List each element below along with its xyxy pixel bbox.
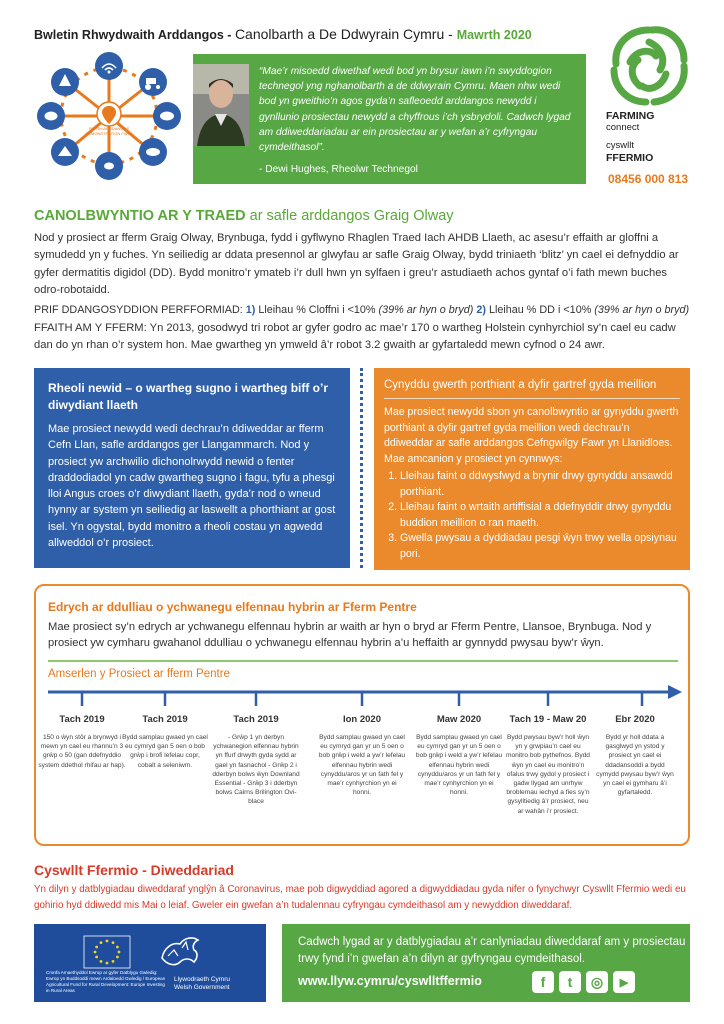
title-part-network: Bwletin Rhwydwaith Arddangos - (34, 28, 235, 42)
website-link[interactable]: www.llyw.cymru/cyswlltffermio (298, 974, 482, 988)
orange-box-title: Cynyddu gwerth porthiant a dyfir gartref gyda meillion (384, 379, 657, 391)
wg-line1: Llywodraeth Cymru (174, 976, 230, 983)
kpi-1-note: (39% ar hyn o bryd) (378, 304, 474, 316)
demo-farm-hub-graphic (34, 50, 184, 182)
timeline-desc: Bydd pwysau byw’r holl ŵyn yn y grwpiau’n cael eu monitro bob pythefnos. Bydd ŵyn yn cael eu monitro’n ofalus trwy gydol y prosiect i gadw llygad am unrhyw broblemau iechyd a fies sy’n gysylltiedig â’r prosiect, neu ar wahân i’r prosiect. (506, 734, 590, 815)
timeline-step (212, 714, 300, 807)
timeline-date: Ion 2020 (342, 714, 382, 725)
kpi-1: Lleihau % Cloffni i <10% (255, 304, 379, 316)
dotted-divider (360, 368, 364, 568)
kpi-2: Lleihau % DD i <10% (485, 304, 595, 316)
eafrd-text: Cronfa Amaethyddol Ewrop ar gyfer Datblygu Gwledig: Ewrop yn Buddsoddi mewn Ardaloedd Gwledig / European Agricultural Fund for Rural Development: Europe Investing in Rural Areas (46, 970, 166, 993)
kpi-1-number: 1) (245, 304, 256, 316)
timeline-date: Tach 19 - Maw 20 (509, 714, 587, 725)
kpi-label: PRIF DDANGOSYDDION PERFFORMIAD: (34, 304, 246, 316)
section-feet-title-bold: CANOLBWYNTIO AR Y TRAED (34, 208, 246, 224)
timeline-date: Tach 2019 (142, 714, 188, 725)
orange-box-rule (384, 398, 680, 399)
timeline-arrow (44, 682, 684, 712)
farming-connect-logo (604, 22, 694, 112)
brand-line4: FFERMIO (606, 152, 654, 164)
hub-label-bottom: DEMONSTRATION FARM (85, 131, 133, 136)
timeline-step (121, 714, 209, 770)
timeline-step (596, 714, 674, 797)
bulletin-title (34, 26, 532, 42)
wg-line2: Welsh Government (174, 984, 230, 991)
brand-line3: cyswllt (606, 140, 634, 151)
blue-box-body: Mae prosiect newydd wedi dechrau’n ddiweddar ar fferm Cefn Llan, safle arddangos ger Llangammarch. Nod y prosiect yw archwilio dichonolrwydd newid o fenter draddodiadol yn cadw gwartheg sugno i fagu, tyfu a phesgi lloi Angus croes o’r diwydiant llaeth, gyda’r nod o wneud hynny ar system yn seiliedig ar laswellt a phorthiant ar gost isel. Yn ogystal, bydd monitro a rheoli costau yn agwedd allweddol o’r prosiect. (48, 423, 336, 550)
pentre-title: Edrych ar ddulliau o ychwanegu elfennau hybrin ar Fferm Pentre (48, 600, 417, 614)
timeline-desc: 150 o ŵyn stôr a brynwyd i mewn yn cael eu rhannu’n 3 grŵp o 50 (gan ddefnyddio system ddethol rhifau ar hap). (38, 734, 126, 769)
kpi-2-note: (39% ar hyn o bryd) (594, 304, 690, 316)
follow-us-box (282, 924, 690, 1002)
pentre-body: Mae prosiect sy’n edrych ar ychwanegu elfennau hybrin ar waith ar hyn o bryd ar Fferm Pentre, Llansoe, Brynbuga. Nod y prosiect yw cymharu gwahanol ddulliau o ychwanegu elfennau hybrin a’u heffaith ar gynnydd pwysau byw’r ŵyn. (48, 621, 652, 649)
timeline-desc: Bydd samplau gwaed yn cael eu cymryd gan yr un 5 oen o bob grŵp i weld a yw’r lefelau elfennau hybrin wedi cynyddu/aros yr un fath fel y mae’r cynhyrchion yn ei honni. (415, 734, 503, 797)
clover-forage-box (374, 368, 690, 570)
quote-author: - Dewi Hughes, Rheolwr Technegol (259, 164, 418, 175)
timeline-step (504, 714, 592, 816)
facebook-icon[interactable]: f (532, 971, 554, 993)
timeline-step (415, 714, 503, 797)
phone-number: 08456 000 813 (608, 172, 689, 186)
timeline-step (38, 714, 126, 770)
title-part-date: Mawrth 2020 (456, 28, 532, 42)
objective-item: 3. Gwella pwysau a dyddiadau pesgi ŵyn trwy wella opsiynau pori. (400, 531, 680, 562)
blue-box-title: Rheoli newid – o wartheg sugno i wartheg biff o’r diwydiant llaeth (48, 381, 329, 412)
timeline-date: Ebr 2020 (615, 714, 655, 725)
kpi-2-number: 2) (473, 304, 486, 316)
timeline-desc: Bydd samplau gwaed yn cael eu cymryd gan 5 oen o bob grŵp i brofi lefelau copr, cobalt a seleniwm. (122, 734, 208, 769)
quote-text: “Mae’r misoedd diwethaf wedi bod yn brysur iawn i’n swyddogion technegol yng nghanolbarth a de ddwyrain Cymru. Maen nhw wedi bod yn gweithio’n agos gyda’n safleoedd arddangos newydd i gynllunio prosiectau newydd a chyffrous i’ch ysbrydoli. Cadwch lygad am ddiweddariadau ar ein prosiectau ar y wefan a’r cyfryngau cymdeithasol”. (259, 66, 571, 154)
brand-line2: connect (606, 122, 640, 133)
kpi-line (34, 302, 690, 319)
timeline-step (318, 714, 406, 797)
update-title: Cyswllt Ffermio - Diweddariad (34, 862, 234, 878)
funding-logos-box (34, 924, 266, 1002)
section-feet-title-rest: ar safle arddangos Graig Olway (245, 208, 454, 224)
farm-fact (34, 320, 690, 355)
section-feet-intro: Nod y prosiect ar fferm Graig Olway, Brynbuga, fydd i gyflwyno Rhaglen Traed Iach AHDB Llaeth, ac asesu’r effaith ar gloffni a symudedd yn y fuches. Yn seiliedig ar ddata presennol ar glwyfau ar safle Graig Olway, bydd triniaeth ‘blitz’ yn cael ei defnyddio ar gyfer dermatitis digidol (DD). Bydd monitro’r ymateb i’r dull hwn yn sylfaen i greu’r astudiaeth achos gyntaf o’i fath mewn buches odro-robotaidd. (34, 232, 679, 296)
section-feet-title (34, 208, 454, 224)
objective-item: 1. Lleihau faint o ddwysfwyd a brynir drwy gynyddu ansawdd porthiant. (400, 469, 680, 500)
timeline-date: Maw 2020 (436, 714, 482, 725)
youtube-icon[interactable]: ▶ (613, 971, 635, 993)
timeline-desc: - Grŵp 1 yn derbyn ychwanegion elfennau hybrin yn ffurf drwyth gyda sydd ar gael yn fasnachol - Grŵp 2 i dderbyn bolws ŵyn Downland Essential - Grŵp 3 i dderbyn bolws Cairns Brilington Ovi-blace (212, 734, 300, 806)
farming-connect-wordmark (606, 110, 654, 164)
manager-quote-box (193, 54, 586, 184)
update-text: Yn dilyn y datblygiadau diweddaraf ynglŷn â Coronavirus, mae pob digwyddiad agored a digwyddiadau gyda nifer o fynychwyr Cyswllt Ffermio wedi eu gohirio hyd ddiwedd mis Mai o leiaf. Gweler ein gwefan a’n tudalennau cyfryngau cymdeithasol am y newyddion diweddaraf. (34, 884, 686, 911)
welsh-government-text (174, 976, 230, 992)
objectives-list (400, 469, 680, 562)
farm-fact-label: FFAITH AM Y FFERM: (34, 322, 150, 334)
orange-box-body: Mae prosiect newydd sbon yn canolbwyntio ar gynyddu gwerth porthiant a dyfir gartref gyda meillion wedi dechrau’n ddiweddar ar safle arddangos Cefngwilgy Fawr yn Llanidloes. Mae amcanion y prosiect yn cynnwys: (384, 406, 679, 465)
welsh-government-dragon-icon (154, 928, 204, 974)
timeline-date: Tach 2019 (233, 714, 279, 725)
timeline-desc: Bydd yr holl ddata a gasglwyd yn ystod y prosiect yn cael ei ddadansoddi a bydd cymydd pwysau byw’r ŵyn yn cael ei gymharu â’i gyfartaledd. (596, 734, 674, 797)
twitter-icon[interactable]: t (559, 971, 581, 993)
manager-photo (193, 64, 249, 146)
instagram-icon[interactable]: ◎ (586, 971, 608, 993)
cta-text: Cadwch lygad ar y datblygiadau a’r canlyniadau diweddaraf am y prosiectau trwy fynd i’n gwefan a’n dilyn ar gyfryngau cymdeithasol. (298, 936, 686, 965)
timeline-desc: Bydd samplau gwaed yn cael eu cymryd gan yr un 5 oen o bob grŵp i weld a yw’r lefelau elfennau hybrin wedi cynyddu/aros yr un fath fel y mae’r cynhyrchion yn ei honni. (318, 734, 406, 797)
timeline-title: Amserlen y Prosiect ar fferm Pentre (48, 668, 230, 680)
timeline-date: Tach 2019 (59, 714, 105, 725)
farm-fact-text: Yn 2013, gosodwyd tri robot ar gyfer godro ac mae’r 170 o wartheg Holstein cynhyrchiol sy’n cael eu cadw dan do yn rhan o’r system hon. Mae gwartheg yn ymweld â’r robot 3.2 gwaith ar gyfartaledd mewn cyfnod o 24 awr. (34, 322, 676, 352)
objective-item: 2. Lleihau faint o wrtaith artiffisial a ddefnyddir drwy gynyddu buddion meillion o ran maeth. (400, 500, 680, 531)
pentre-trace-elements-panel (34, 584, 690, 846)
wifi-icon (95, 52, 123, 80)
green-rule (48, 660, 678, 662)
brand-line1: FARMING (606, 110, 655, 122)
hub-label-top: FFERM ARDDANGOS (88, 126, 130, 131)
title-part-region: Canolbarth a De Ddwyrain Cymru - (234, 26, 457, 42)
suckler-to-dairy-beef-box (34, 368, 350, 568)
